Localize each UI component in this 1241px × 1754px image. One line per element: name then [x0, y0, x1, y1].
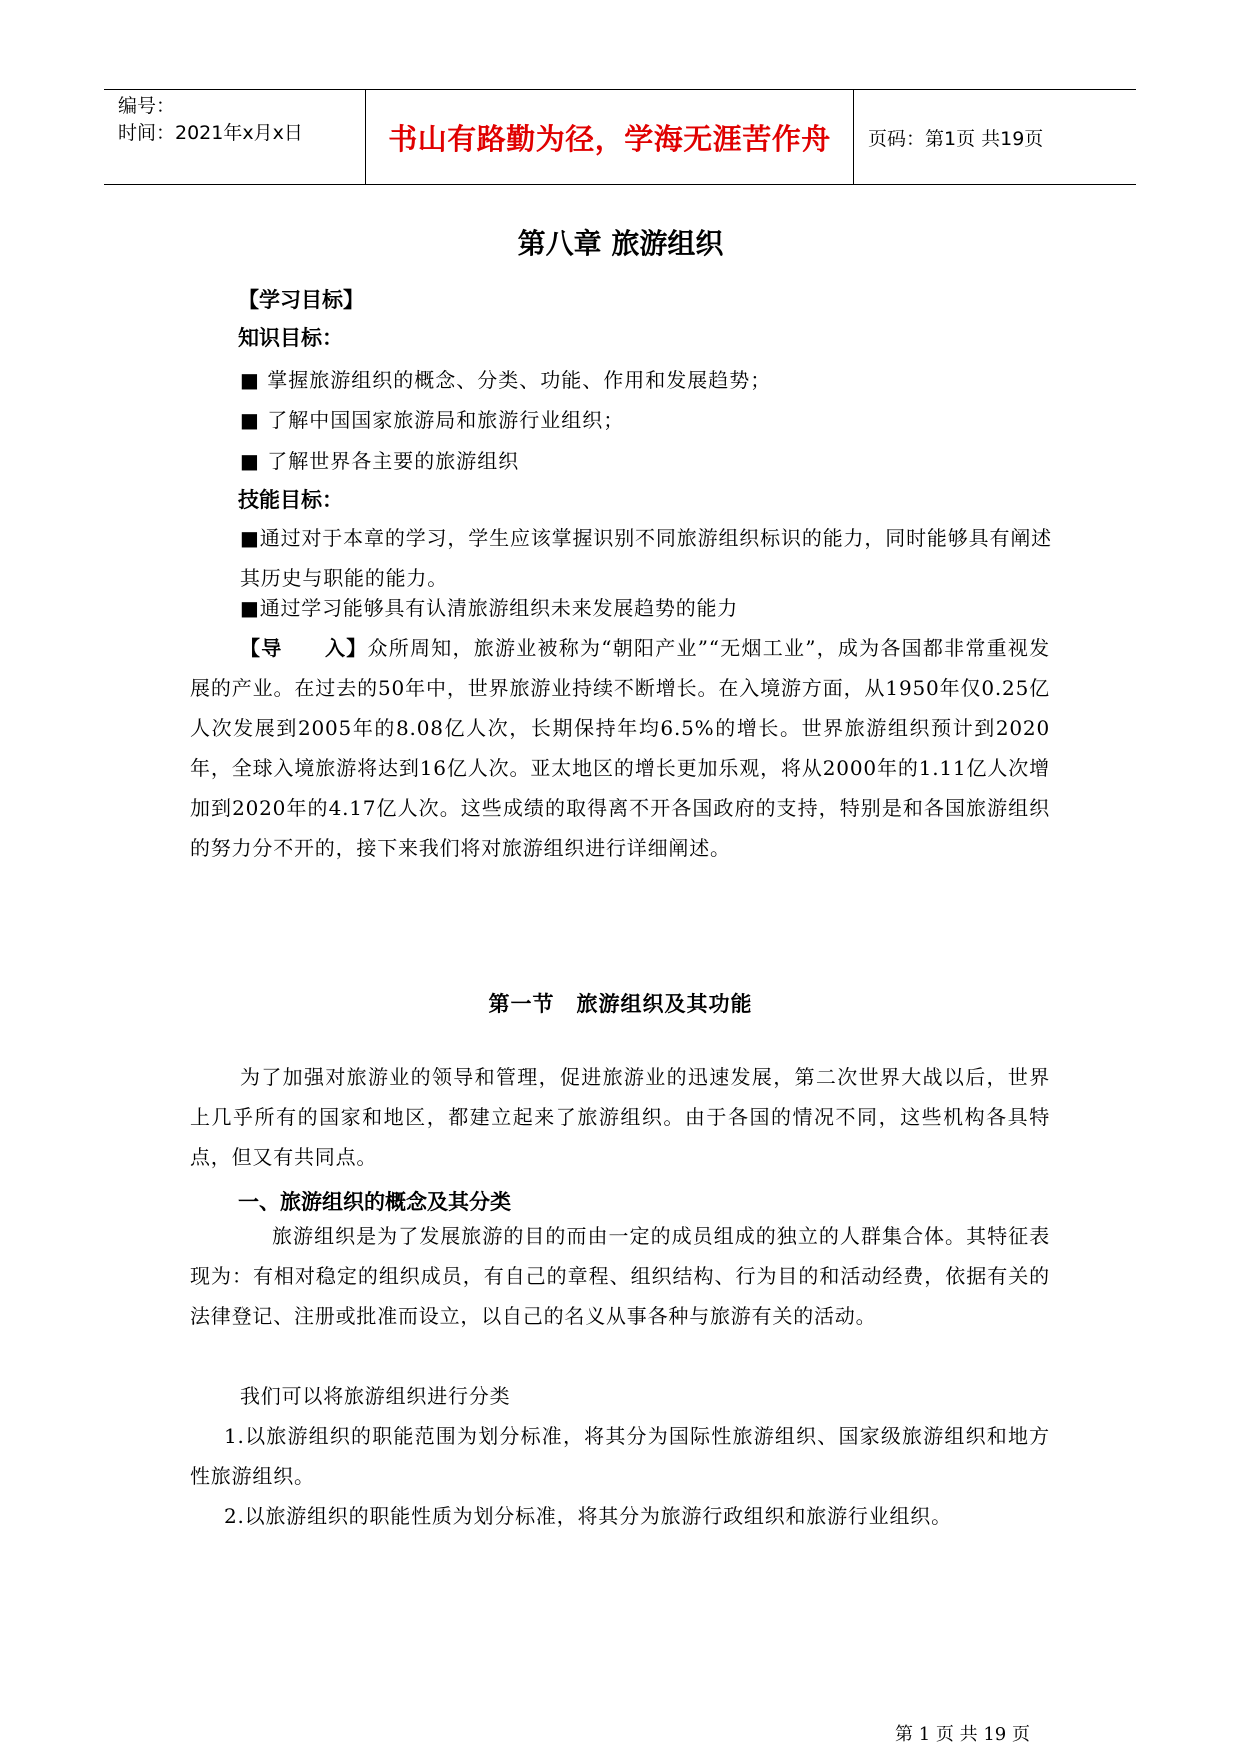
chapter-title: 第八章 旅游组织: [517, 227, 724, 260]
header-number-label: 编号：: [118, 95, 176, 117]
page-footer: 第 1 页 共 19 页: [895, 1724, 1030, 1745]
knowledge-heading: 知识目标：: [238, 326, 343, 350]
classify-paragraph: 我们可以将旅游组织进行分类: [240, 1384, 511, 1408]
header-meta: [104, 90, 366, 184]
knowledge-item: ■ 了解世界各主要的旅游组织: [240, 449, 520, 473]
section-title: 第一节 旅游组织及其功能: [488, 992, 753, 1016]
knowledge-item: ■ 掌握旅游组织的概念、分类、功能、作用和发展趋势；: [240, 368, 772, 392]
intro-paragraph: [190, 628, 1050, 868]
page-header: [104, 89, 1136, 185]
classification-item: 2.以旅游组织的职能性质为划分标准，将其分为旅游行政组织和旅游行业组织。: [224, 1504, 952, 1528]
skill-heading: 技能目标：: [238, 488, 343, 512]
definition-paragraph: 旅游组织是为了发展旅游的目的而由一定的成员组成的独立的人群集合体。其特征表现为：有相对稳定的组织成员，有自己的章程、组织结构、行为目的和活动经费，依据有关的法律登记、注册或批准而设立，以自己的名义从事各种与旅游有关的活动。: [190, 1224, 1050, 1328]
subsection-title: 一、旅游组织的概念及其分类: [238, 1190, 511, 1214]
skill-item: ■通过学习能够具有认清旅游组织未来发展趋势的能力: [240, 596, 739, 620]
knowledge-item: ■ 了解中国国家旅游局和旅游行业组织；: [240, 408, 625, 432]
header-motto: 书山有路勤为径，学海无涯苦作舟: [366, 90, 854, 184]
section-intro-paragraph: 为了加强对旅游业的领导和管理，促进旅游业的迅速发展，第二次世界大战以后，世界上几乎所有的国家和地区，都建立起来了旅游组织。由于各国的情况不同，这些机构各具特点，但又有共同点。: [190, 1065, 1050, 1169]
intro-label: 【导 入】: [240, 636, 368, 660]
intro-text: 众所周知，旅游业被称为“朝阳产业”“无烟工业”，成为各国都非常重视发展的产业。在过去的50年中，世界旅游业持续不断增长。在入境游方面，从1950年仅0.25亿人次发展到2005年的8.08亿人次，长期保持年均6.5%的增长。世界旅游组织预计到2020年，全球入境旅游将达到16亿人次。亚太地区的增长更加乐观，将从2000年的1.11亿人次增加到2020年的4.17亿人次。这些成绩的取得离不开各国政府的支持，特别是和各国旅游组织的努力分不开的，接下来我们将对旅游组织进行详细阐述。: [190, 636, 1050, 860]
header-time-label: 时间：2021年x月x日: [118, 122, 303, 144]
classification-item: 1.以旅游组织的职能范围为划分标准，将其分为国际性旅游组织、国家级旅游组织和地方性旅游组织。: [190, 1424, 1050, 1488]
header-page-label: 页码：第1页 共19页: [868, 127, 1044, 150]
skill-item: ■通过对于本章的学习，学生应该掌握识别不同旅游组织标识的能力，同时能够具有阐述其历史与职能的能力。: [240, 526, 1052, 590]
objectives-heading: 【学习目标】: [238, 288, 364, 312]
